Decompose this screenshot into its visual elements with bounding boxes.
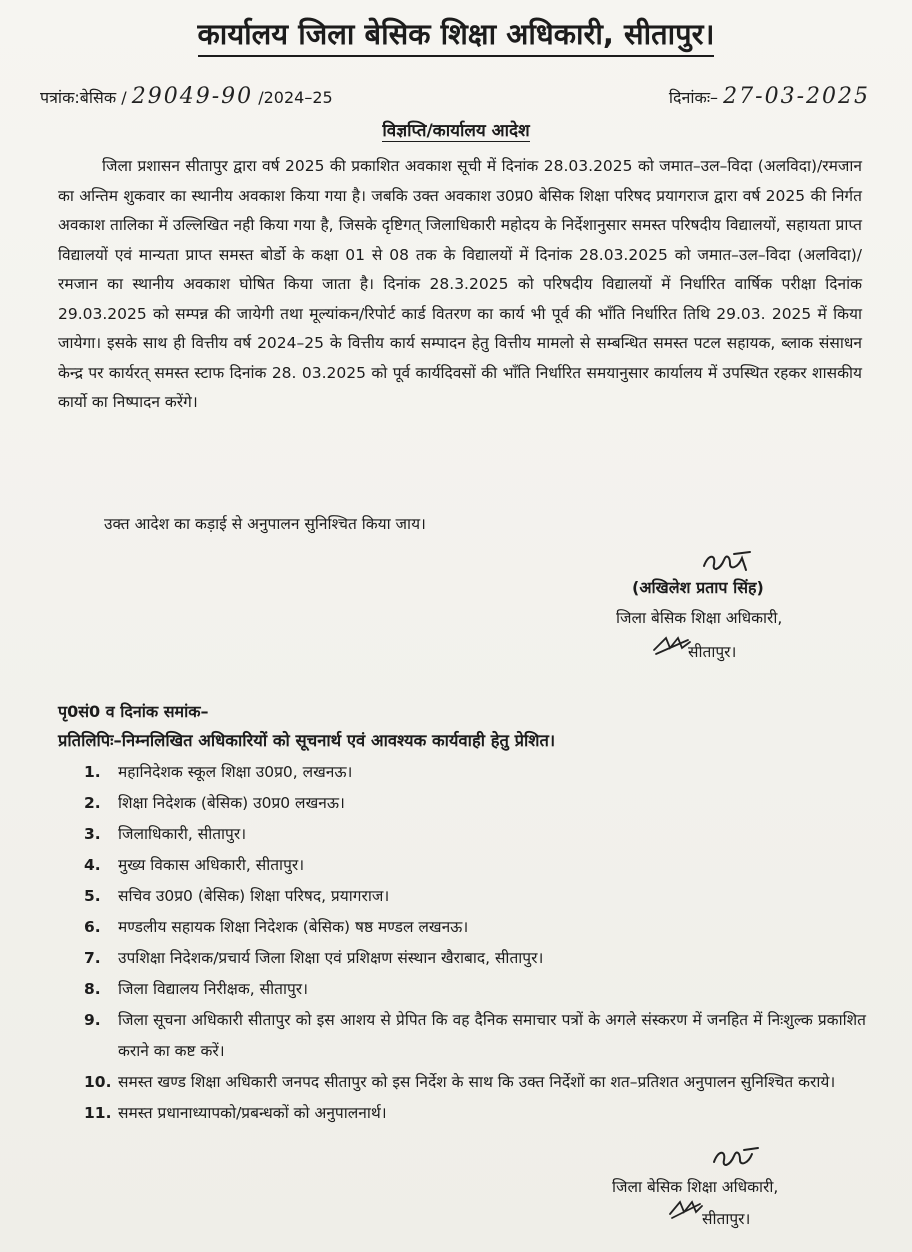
recipient-text: मुख्य विकास अधिकारी, सीतापुर। xyxy=(118,856,305,874)
recipient-number: 7. xyxy=(84,949,101,967)
date-block xyxy=(669,84,870,109)
footer-title: जिला बेसिक शिक्षा अधिकारी, xyxy=(612,1178,779,1196)
reference-year: /2024–25 xyxy=(258,88,333,107)
subject-line xyxy=(0,118,912,141)
recipient-number: 1. xyxy=(84,763,101,781)
signatory-title: जिला बेसिक शिक्षा अधिकारी, xyxy=(616,609,783,627)
recipient-item xyxy=(84,1098,866,1129)
recipient-number: 2. xyxy=(84,794,101,812)
reference-number: 29049-90 xyxy=(131,84,254,109)
reference-line xyxy=(40,84,870,109)
recipient-item xyxy=(84,881,866,912)
signature-initials-icon xyxy=(700,548,756,576)
recipient-number: 3. xyxy=(84,825,101,843)
recipient-item xyxy=(84,850,866,881)
recipient-number: 11. xyxy=(84,1104,112,1122)
recipient-item xyxy=(84,757,866,788)
recipient-item xyxy=(84,819,866,850)
recipient-number: 6. xyxy=(84,918,101,936)
recipient-item xyxy=(84,1067,866,1098)
recipient-text: महानिदेशक स्कूल शिक्षा उ0प्र0, लखनऊ। xyxy=(118,763,353,781)
recipient-text: जिलाधिकारी, सीतापुर। xyxy=(118,825,247,843)
footer-place: सीतापुर। xyxy=(702,1210,751,1228)
recipient-text: जिला विद्यालय निरीक्षक, सीतापुर। xyxy=(118,980,309,998)
signatory-place: सीतापुर। xyxy=(688,643,737,661)
recipient-number: 9. xyxy=(84,1011,101,1029)
recipient-text: सचिव उ0प्र0 (बेसिक) शिक्षा परिषद, प्रयागराज। xyxy=(118,887,390,905)
recipient-number: 5. xyxy=(84,887,101,905)
recipient-text: समस्त प्रधानाध्यापको/प्रबन्धकों को अनुपालनार्थ। xyxy=(118,1104,387,1122)
recipient-list xyxy=(84,757,866,1129)
office-heading xyxy=(0,14,912,57)
recipient-item xyxy=(84,912,866,943)
recipient-text: उपशिक्षा निदेशक/प्रचार्य जिला शिक्षा एवं प्रशिक्षण संस्थान खैराबाद, सीतापुर। xyxy=(118,949,544,967)
recipient-item xyxy=(84,943,866,974)
recipient-number: 4. xyxy=(84,856,101,874)
copy-heading: प्रतिलिपिः–निम्नलिखित अधिकारियों को सूचनार्थ एवं आवश्यक कार्यवाही हेतु प्रेशित। xyxy=(58,731,556,750)
date-value: 27-03-2025 xyxy=(723,84,870,109)
recipient-number: 10. xyxy=(84,1073,112,1091)
copy-reference-line: पृ0सं0 व दिनांक समांक– xyxy=(58,702,209,721)
subject-text: विज्ञप्ति/कार्यालय आदेश xyxy=(382,121,530,141)
office-title: कार्यालय जिला बेसिक शिक्षा अधिकारी, सीतापुर। xyxy=(198,14,715,57)
recipient-text: जिला सूचना अधिकारी सीतापुर को इस आशय से प्रेपित कि वह दैनिक समाचार पत्रों के अगले संस्करण में जनहित में निःशुल्क प्रकाशित कराने का कष्ट करें। xyxy=(118,1011,866,1060)
order-body-paragraph: जिला प्रशासन सीतापुर द्वारा वर्ष 2025 की प्रकाशित अवकाश सूची में दिनांक 28.03.2025 को जमात–उल–विदा (अलविदा)/रमजान का अन्तिम शुकवार का स्थानीय अवकाश किया गया है। जबकि उक्त अवकाश उ0प्र0 बेसिक शिक्षा परिषद प्रयागराज द्वारा वर्ष 2025 की निर्गत अवकाश तालिका में उल्लिखित नही किया गया है, जिसके दृष्टिगत् जिलाधिकारी महोदय के निर्देशानुसार समस्त परिषदीय विद्यालयों, सहायता प्राप्त विद्यालयों एवं मान्यता प्राप्त समस्त बोर्डो के कक्षा 01 से 08 तक के विद्यालयों में दिनांक 28.03.2025 को जमात–उल–विदा (अलविदा)/रमजान का स्थानीय अवकाश घोषित किया जाता है। दिनांक 28.3.2025 को परिषदीय विद्यालयों में निर्धारित वार्षिक परीक्षा दिनांक 29.03.2025 को सम्पन्न की जायेगी तथा मूल्यांकन/रिपोर्ट कार्ड वितरण का कार्य भी पूर्व की भाँति निर्धारित तिथि 29.03. 2025 में किया जायेगा। इसके साथ ही वित्तीय वर्ष 2024–25 के वित्तीय कार्य सम्पादन हेतु वित्तीय मामलो से सम्बन्धित समस्त पटल सहायक, ब्लाक संसाधन केन्द्र पर कार्यरत् समस्त स्टाफ दिनांक 28. 03.2025 को पूर्व कार्यदिवसों की भाँति निर्धारित समयानुसार कार्यालय में उपस्थित रहकर शासकीय कार्यो का निष्पादन करेंगे। xyxy=(58,157,862,411)
date-label: दिनांकः– xyxy=(668,88,719,107)
recipient-item xyxy=(84,1005,866,1067)
signatory-name: (अखिलेश प्रताप सिंह) xyxy=(632,578,764,597)
recipient-text: मण्डलीय सहायक शिक्षा निदेशक (बेसिक) षष्ठ मण्डल लखनऊ। xyxy=(118,918,469,936)
footer-signature-initials-icon xyxy=(710,1146,762,1172)
recipient-number: 8. xyxy=(84,980,101,998)
recipient-text: शिक्षा निदेशक (बेसिक) उ0प्र0 लखनऊ। xyxy=(118,794,345,812)
reference-prefix: पत्रांक:बेसिक / xyxy=(40,88,127,107)
signature-scribble-icon xyxy=(652,634,692,656)
compliance-line: उक्त आदेश का कड़ाई से अनुपालन सुनिश्चित किया जाय। xyxy=(104,515,426,533)
recipient-text: समस्त खण्ड शिक्षा अधिकारी जनपद सीतापुर को इस निर्देश के साथ कि उक्त निर्देशों का शत–प्रतिशत अनुपालन सुनिश्चित कराये। xyxy=(118,1073,836,1091)
recipient-item xyxy=(84,788,866,819)
recipient-item xyxy=(84,974,866,1005)
footer-signature-scribble-icon xyxy=(668,1198,704,1220)
